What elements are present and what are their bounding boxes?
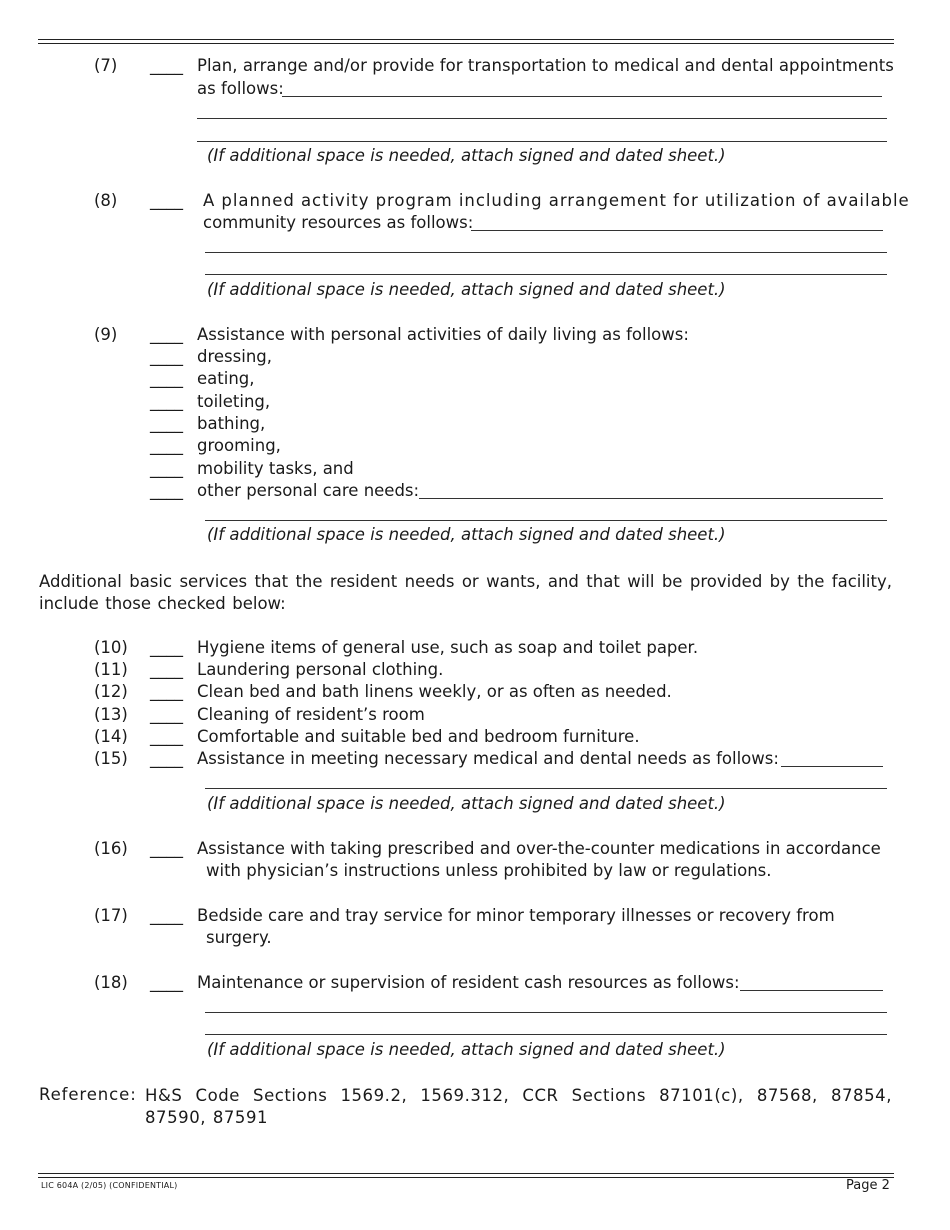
fill-line[interactable] xyxy=(205,1034,887,1035)
item-text: Clean bed and bath linens weekly, or as often as needed. xyxy=(197,682,672,701)
checkbox-blank[interactable]: ____ xyxy=(150,325,183,344)
item-text: Maintenance or supervision of resident cash resources as follows: xyxy=(197,973,740,992)
bottom-rule xyxy=(38,1173,894,1174)
item-text: A planned activity program including arrangement for utilization of available xyxy=(203,191,910,210)
top-rule xyxy=(38,39,894,40)
checkbox-blank[interactable]: ____ xyxy=(150,347,183,366)
fill-line[interactable] xyxy=(205,274,887,275)
item-number: (11) xyxy=(94,660,128,679)
item-text-cont: surgery. xyxy=(206,928,272,947)
sub-item-label: toileting, xyxy=(197,392,271,411)
item-text-cont: with physician’s instructions unless prohibited by law or regulations. xyxy=(206,861,772,880)
item-text: Comfortable and suitable bed and bedroom furniture. xyxy=(197,727,640,746)
item-text: Assistance with taking prescribed and over-the-counter medications in accordance xyxy=(197,839,881,858)
checkbox-blank[interactable]: ____ xyxy=(150,392,183,411)
sub-item-label: grooming, xyxy=(197,436,281,455)
item-text: Cleaning of resident’s room xyxy=(197,705,425,724)
item-text: Assistance in meeting necessary medical and dental needs as follows: xyxy=(197,749,779,768)
fill-line[interactable] xyxy=(471,230,883,231)
item-number: (9) xyxy=(94,325,118,344)
space-note: (If additional space is needed, attach signed and dated sheet.) xyxy=(207,146,726,165)
space-note: (If additional space is needed, attach signed and dated sheet.) xyxy=(207,794,726,813)
item-number: (8) xyxy=(94,191,118,210)
top-rule-inner xyxy=(38,43,894,44)
item-number: (10) xyxy=(94,638,128,657)
reference-label: Reference: xyxy=(39,1085,137,1104)
fill-line[interactable] xyxy=(205,788,887,789)
sub-item-label: bathing, xyxy=(197,414,266,433)
checkbox-blank[interactable]: ____ xyxy=(150,682,183,701)
sub-item-label: mobility tasks, and xyxy=(197,459,354,478)
space-note: (If additional space is needed, attach signed and dated sheet.) xyxy=(207,525,726,544)
space-note: (If additional space is needed, attach signed and dated sheet.) xyxy=(207,1040,726,1059)
item-number: (17) xyxy=(94,906,128,925)
item-text: Bedside care and tray service for minor temporary illnesses or recovery from xyxy=(197,906,835,925)
item-number: (12) xyxy=(94,682,128,701)
checkbox-blank[interactable]: ____ xyxy=(150,839,183,858)
checkbox-blank[interactable]: ____ xyxy=(150,436,183,455)
checkbox-blank[interactable]: ____ xyxy=(150,705,183,724)
item-number: (16) xyxy=(94,839,128,858)
bottom-rule-inner xyxy=(38,1177,894,1178)
checkbox-blank[interactable]: ____ xyxy=(150,749,183,768)
fill-line[interactable] xyxy=(205,520,887,521)
checkbox-blank[interactable]: ____ xyxy=(150,727,183,746)
item-number: (18) xyxy=(94,973,128,992)
checkbox-blank[interactable]: ____ xyxy=(150,369,183,388)
item-text-cont: community resources as follows: xyxy=(203,213,474,232)
sub-item-label: eating, xyxy=(197,369,255,388)
item-text: Laundering personal clothing. xyxy=(197,660,444,679)
additional-services-intro: Additional basic services that the resident needs or wants, and that will be provided by the facility, include those checked below: xyxy=(39,572,892,613)
form-id: LIC 604A (2/05) (CONFIDENTIAL) xyxy=(41,1181,178,1190)
item-text-cont: as follows: xyxy=(197,79,284,98)
item-text: Hygiene items of general use, such as soap and toilet paper. xyxy=(197,638,699,657)
fill-line[interactable] xyxy=(781,766,883,767)
item-number: (7) xyxy=(94,56,118,75)
fill-line[interactable] xyxy=(197,141,887,142)
fill-line[interactable] xyxy=(740,990,883,991)
page-number: Page 2 xyxy=(846,1178,890,1193)
reference-text: H&S Code Sections 1569.2, 1569.312, CCR Sections 87101(c), 87568, 87854, 87590, 87591 xyxy=(145,1086,892,1127)
fill-line[interactable] xyxy=(282,96,882,97)
space-note: (If additional space is needed, attach signed and dated sheet.) xyxy=(207,280,726,299)
sub-item-label: dressing, xyxy=(197,347,272,366)
item-number: (14) xyxy=(94,727,128,746)
fill-line[interactable] xyxy=(205,1012,887,1013)
checkbox-blank[interactable]: ____ xyxy=(150,481,183,500)
checkbox-blank[interactable]: ____ xyxy=(150,459,183,478)
item-text: Assistance with personal activities of daily living as follows: xyxy=(197,325,689,344)
checkbox-blank[interactable]: ____ xyxy=(150,56,183,75)
fill-line[interactable] xyxy=(419,498,883,499)
checkbox-blank[interactable]: ____ xyxy=(150,906,183,925)
item-text: Plan, arrange and/or provide for transportation to medical and dental appointments xyxy=(197,56,894,75)
checkbox-blank[interactable]: ____ xyxy=(150,660,183,679)
checkbox-blank[interactable]: ____ xyxy=(150,973,183,992)
item-number: (15) xyxy=(94,749,128,768)
checkbox-blank[interactable]: ____ xyxy=(150,414,183,433)
item-number: (13) xyxy=(94,705,128,724)
fill-line[interactable] xyxy=(197,118,887,119)
checkbox-blank[interactable]: ____ xyxy=(150,638,183,657)
sub-item-label: other personal care needs: xyxy=(197,481,420,500)
fill-line[interactable] xyxy=(205,252,887,253)
checkbox-blank[interactable]: ____ xyxy=(150,191,183,210)
